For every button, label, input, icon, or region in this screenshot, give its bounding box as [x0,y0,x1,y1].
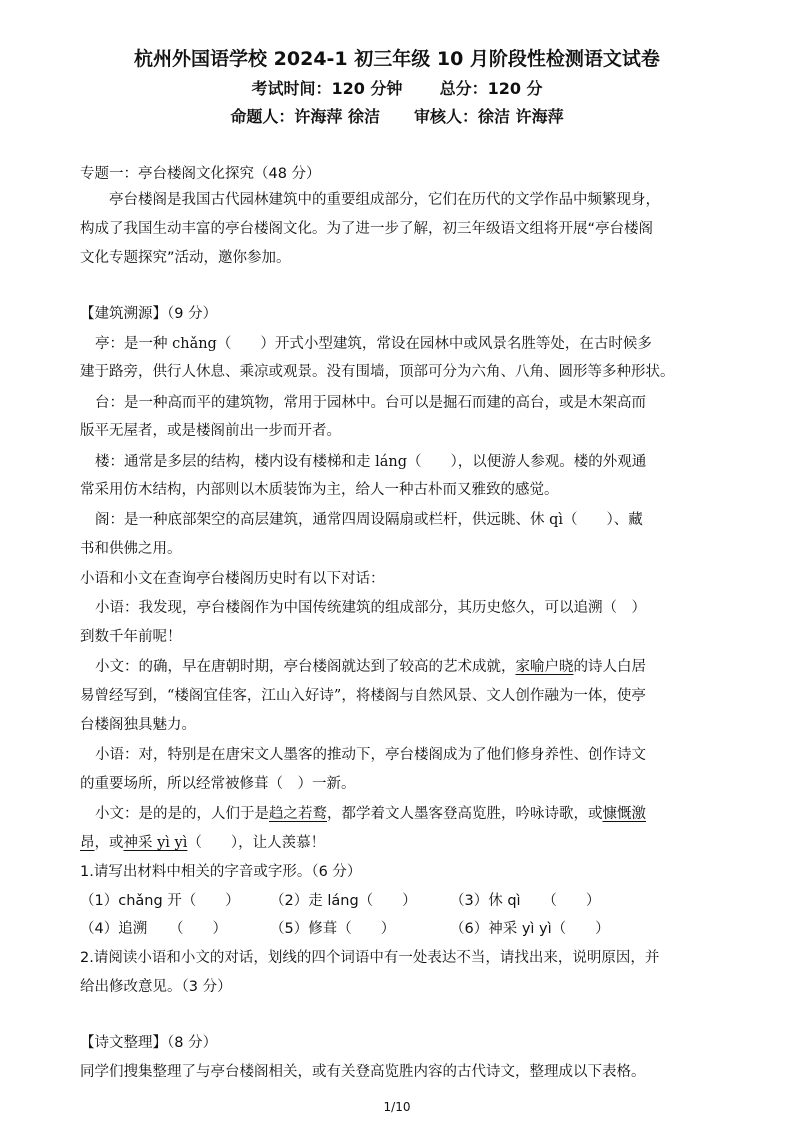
exam-meta [0,76,794,99]
section-intro: 同学们搜集整理了与亭台楼阁相关，或有关登高览胜内容的古代诗文，整理成以下表格。 [80,1064,646,1080]
answer-row [80,917,720,938]
paragraph-line: 阁：是一种底部架空的高层建筑，通常四周设隔扇或栏杆，供远眺、休 qì（ ）、藏 [95,512,643,528]
answer-blank[interactable]: （6）神采 yì yì（ ） [450,921,610,937]
topic-intro-line: 文化专题探究”活动，邀你参加。 [80,250,291,266]
answer-blank[interactable]: （1）chǎng 开（ ） [80,893,240,909]
question-2: 2.请阅读小语和小文的对话，划线的四个词语中有一处表达不当，请找出来，说明原因，并 [80,950,660,966]
question-1: 1.请写出材料中相关的字音或字形。（6 分） [80,864,362,880]
dialog-line: 台楼阁独具魅力。 [80,717,196,733]
paragraph-line: 常采用仿木结构，内部则以木质装饰为主，给人一种古朴而又雅致的感觉。 [80,482,559,498]
dialog-line: 易曾经写到，“楼阁宜佳客，江山入好诗”，将楼阁与自然风景、文人创作融为一体，使亭 [80,688,646,704]
question-2: 给出修改意见。（3 分） [80,979,232,995]
exam-title: 杭州外国语学校 2024-1 初三年级 10 月阶段性检测语文试卷 [134,48,660,70]
dialog-line: 小语：对，特别是在唐宋文人墨客的推动下，亭台楼阁成为了他们修身养性、创作诗文 [95,747,646,763]
underlined-phrase: 家喻户晓 [515,659,574,675]
answer-blank[interactable]: （2）走 láng（ ） [270,893,417,909]
exam-time: 考试时间：120 分钟 [251,79,403,98]
answer-blank[interactable]: （4）追溯 （ ） [80,921,227,937]
paragraph-line: 亭：是一种 chǎng（ ）开式小型建筑，常设在园林中或风景名胜等处，在古时候多 [95,336,652,352]
underlined-phrase: 慷慨激 [602,806,646,822]
dialog-line: 小文：的确，早在唐朝时期，亭台楼阁就达到了较高的艺术成就，家喻户晓的诗人白居 [95,659,646,675]
paragraph-line: 建于路旁，供行人休息、乘凉或观景。没有围墙，顶部可分为六角、八角、圆形等多种形状。 [80,364,675,380]
topic-heading: 专题一：亭台楼阁文化探究（48 分） [80,166,321,182]
paragraph-line: 版平无屋者，或是楼阁前出一步而开者。 [80,423,341,439]
setter: 命题人：许海萍 徐洁 [230,107,380,126]
answer-row [80,889,720,910]
section-heading: 【建筑溯源】（9 分） [80,306,218,322]
topic-intro-line: 亭台楼阁是我国古代园林建筑中的重要组成部分，它们在历代的文学作品中频繁现身， [109,192,660,208]
dialog-intro: 小语和小文在查询亭台楼阁历史时有以下对话： [80,571,385,587]
dialog-line: 昂，或神采 yì yì（ ），让人羡慕！ [80,835,326,851]
section-heading: 【诗文整理】（8 分） [80,1035,218,1051]
paragraph-line: 台：是一种高而平的建筑物，常用于园林中。台可以是掘石而建的高台，或是木架高而 [95,395,646,411]
dialog-line: 到数千年前呢！ [80,629,182,645]
topic-intro-line: 构成了我国生动丰富的亭台楼阁文化。为了进一步了解，初三年级语文组将开展“亭台楼阁 [80,221,654,237]
paragraph-line: 楼：通常是多层的结构，楼内设有楼梯和走 láng（ ），以便游人参观。楼的外观通 [95,454,647,470]
page-number: 1/10 [383,1100,411,1114]
reviewer: 审核人：徐洁 许海萍 [414,107,564,126]
underlined-phrase: 昂 [80,835,95,851]
dialog-line: 小文：是的是的，人们于是趋之若鹜，都学着文人墨客登高览胜，吟咏诗歌，或慷慨激 [95,806,646,822]
paragraph-line: 书和供佛之用。 [80,541,182,557]
underlined-phrase: 神采 yì yì [123,835,188,851]
dialog-line: 的重要场所，所以经常被修葺（ ）一新。 [80,776,356,792]
underlined-phrase: 趋之若鹜 [269,806,327,822]
total-score: 总分：120 分 [439,79,543,98]
exam-authors [0,104,794,127]
answer-blank[interactable]: （3）休 qì （ ） [450,893,601,909]
answer-blank[interactable]: （5）修葺（ ） [270,921,396,937]
dialog-line: 小语：我发现，亭台楼阁作为中国传统建筑的组成部分，其历史悠久，可以追溯（ ） [95,600,646,616]
